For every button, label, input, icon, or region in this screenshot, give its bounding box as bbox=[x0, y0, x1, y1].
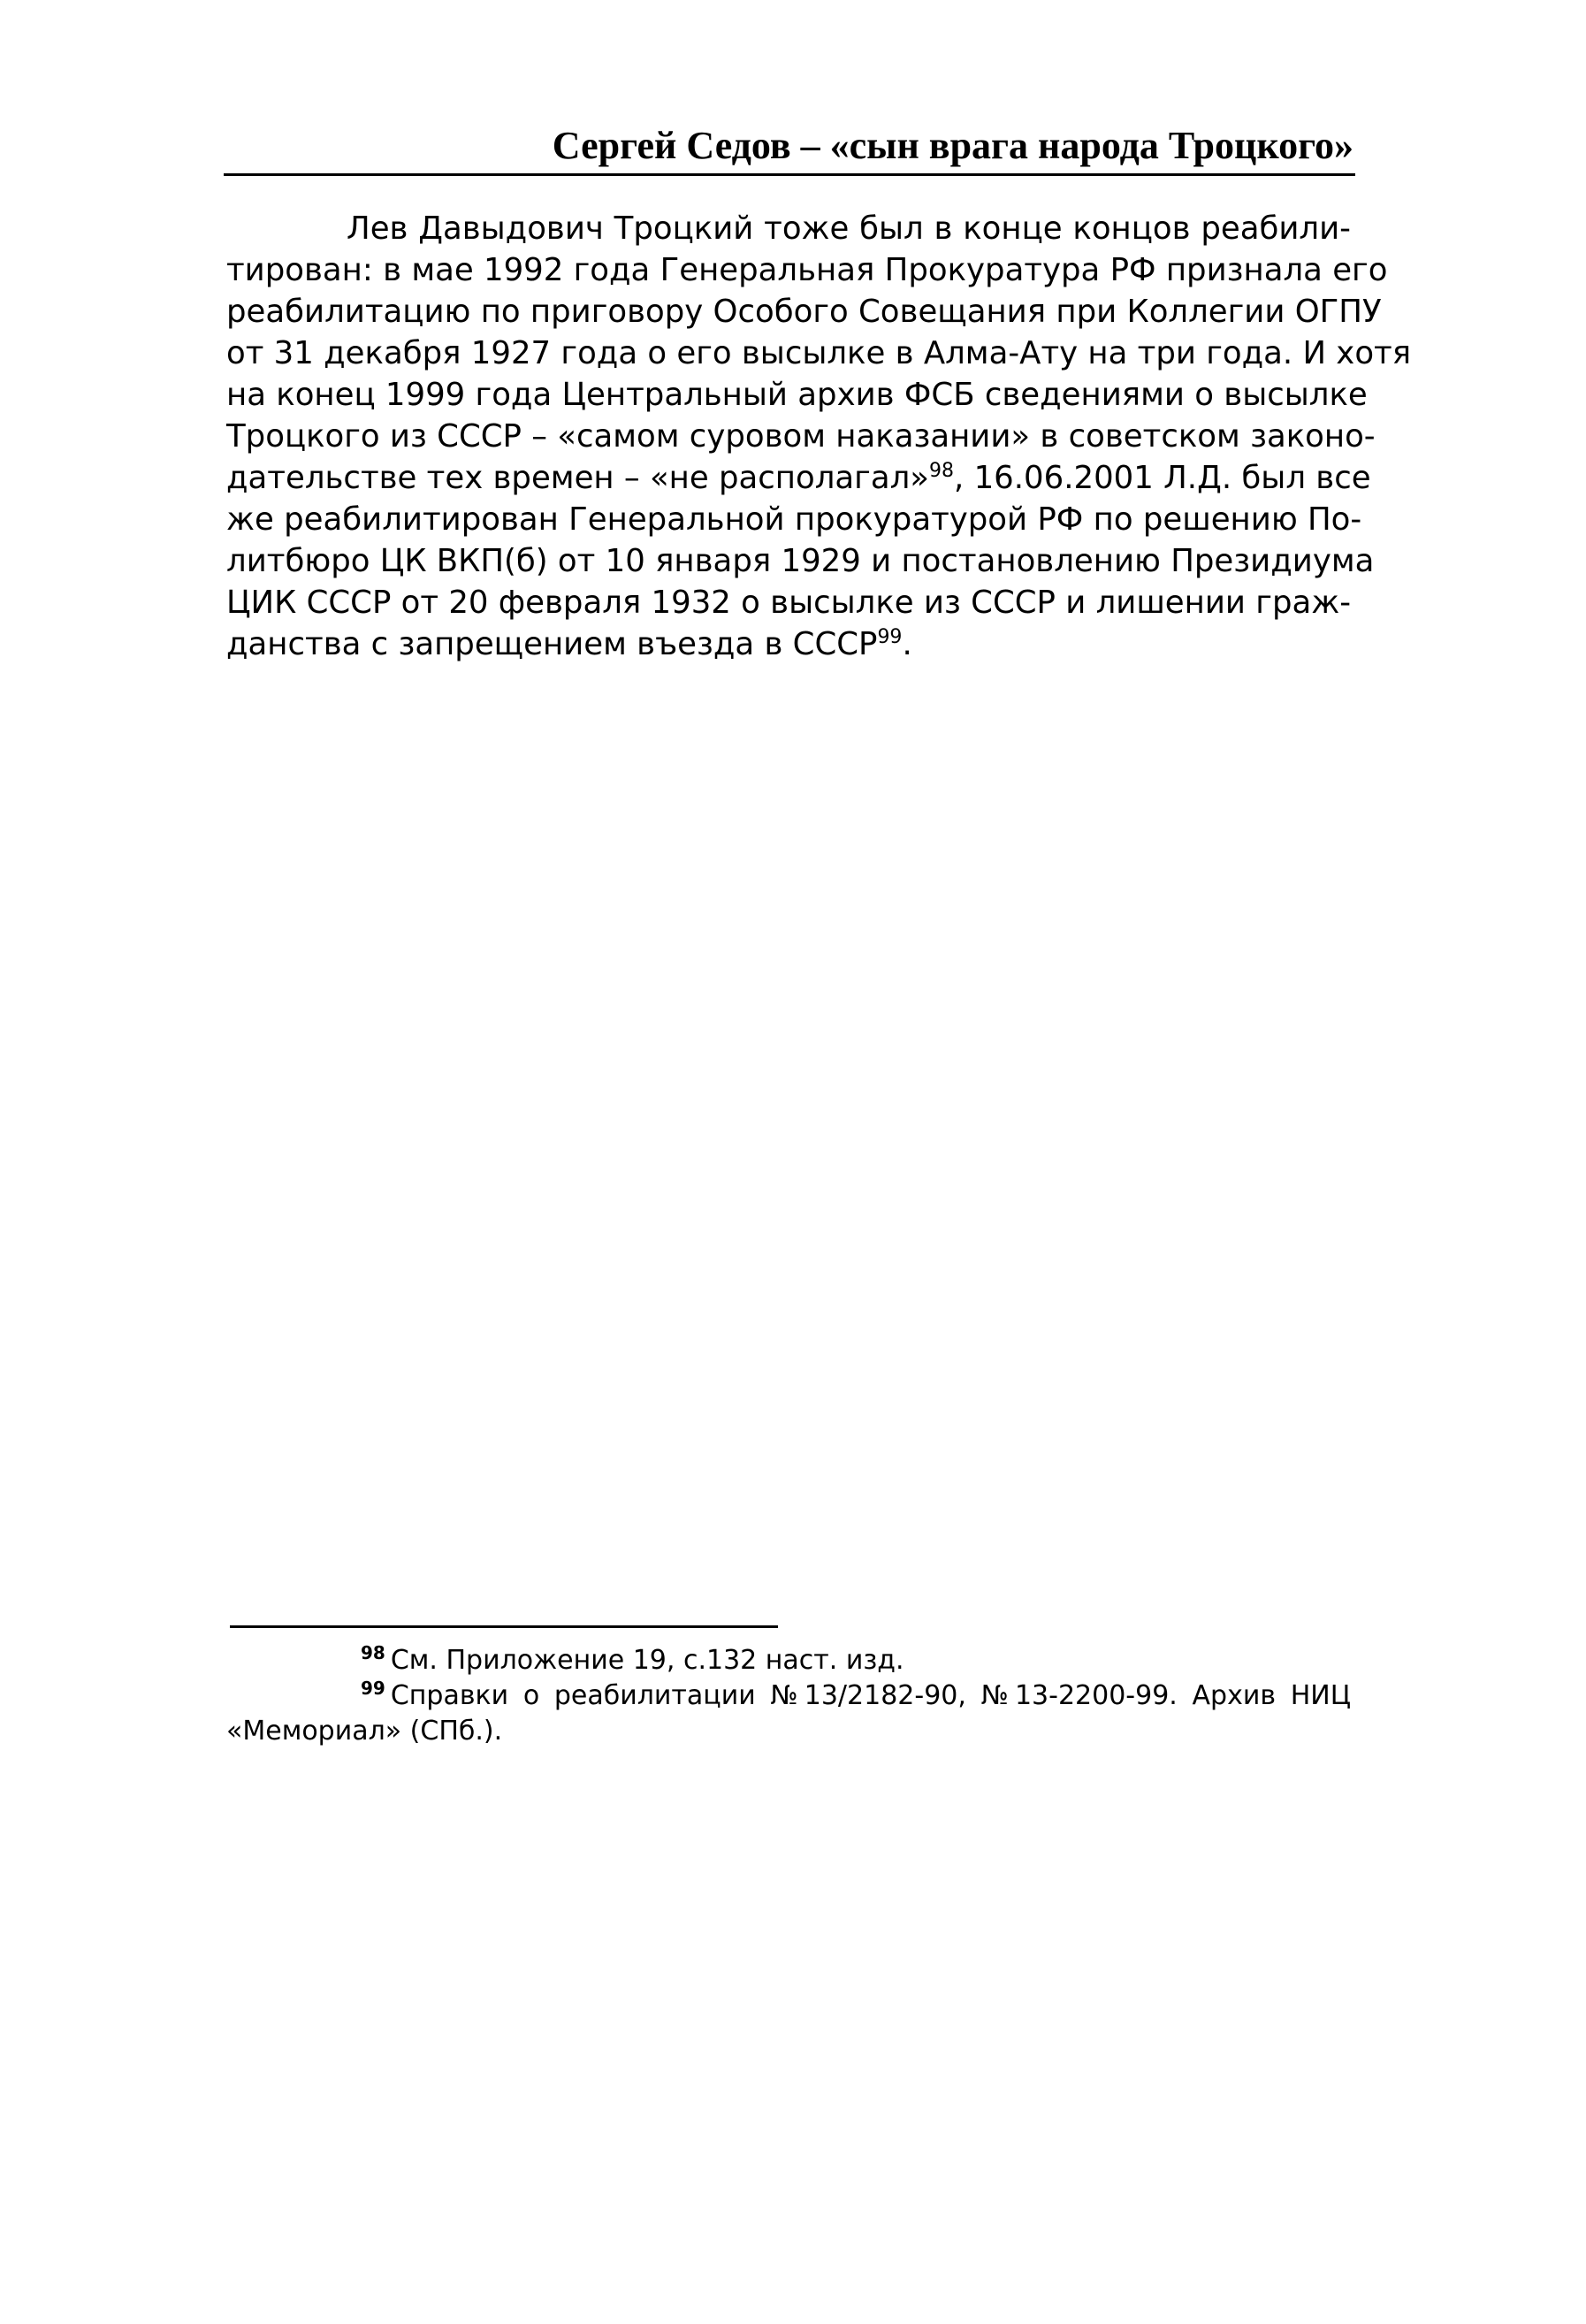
text-segment: дательстве тех времен – «не располагал» bbox=[226, 460, 929, 496]
footnote-ref-98[interactable]: 98 bbox=[929, 460, 954, 483]
text-line: же реабилитирован Генеральной прокуратурой РФ по решению По- bbox=[226, 501, 1362, 538]
footnote-separator bbox=[230, 1625, 778, 1628]
text-line: Лев Давыдович Троцкий тоже был в конце концов реабили- bbox=[347, 210, 1351, 247]
text-line bbox=[226, 457, 1371, 499]
text-segment: . bbox=[902, 626, 912, 662]
footnote-98 bbox=[226, 1643, 1351, 1678]
text-line: от 31 декабря 1927 года о его высылке в Алма-Ату на три года. И хотя bbox=[226, 335, 1412, 371]
footnote-text: Справки о реабилитации №13/2182-90, №13-2200-99. Архив НИЦ bbox=[390, 1680, 1351, 1711]
text-line: реабилитацию по приговору Особого Совещания при Коллегии ОГПУ bbox=[226, 294, 1382, 330]
text-segment: , 16.06.2001 Л.Д. был все bbox=[954, 460, 1371, 496]
footnote-text: См. Приложение 19, с.132 наст. изд. bbox=[390, 1645, 904, 1676]
footnote-mark-99: 99 bbox=[361, 1678, 385, 1699]
text-line: литбюро ЦК ВКП(б) от 10 января 1929 и постановлению Президиума bbox=[226, 543, 1375, 579]
footnotes bbox=[226, 1643, 1351, 1749]
footnote-ref-99[interactable]: 99 bbox=[877, 626, 903, 649]
text-line: ЦИК СССР от 20 февраля 1932 о высылке из СССР и лишении граж- bbox=[226, 585, 1352, 621]
footnote-mark-98: 98 bbox=[361, 1642, 385, 1663]
footnote-99 bbox=[226, 1678, 1351, 1714]
text-line: Троцкого из СССР – «самом суровом наказании» в советском законо- bbox=[226, 418, 1376, 455]
text-line: тирован: в мае 1992 года Генеральная Прокуратура РФ признала его bbox=[226, 252, 1388, 288]
running-title: Сергей Седов – «сын врага народа Троцкого» bbox=[552, 124, 1353, 167]
text-line: на конец 1999 года Центральный архив ФСБ сведениями о высылке bbox=[226, 377, 1368, 413]
main-paragraph bbox=[226, 208, 1412, 665]
footnote-99-continuation: «Мемориал» (СПб.). bbox=[226, 1716, 503, 1747]
running-header bbox=[224, 122, 1355, 176]
text-line bbox=[226, 623, 1351, 665]
text-segment: данства с запрещением въезда в СССР bbox=[226, 626, 878, 662]
